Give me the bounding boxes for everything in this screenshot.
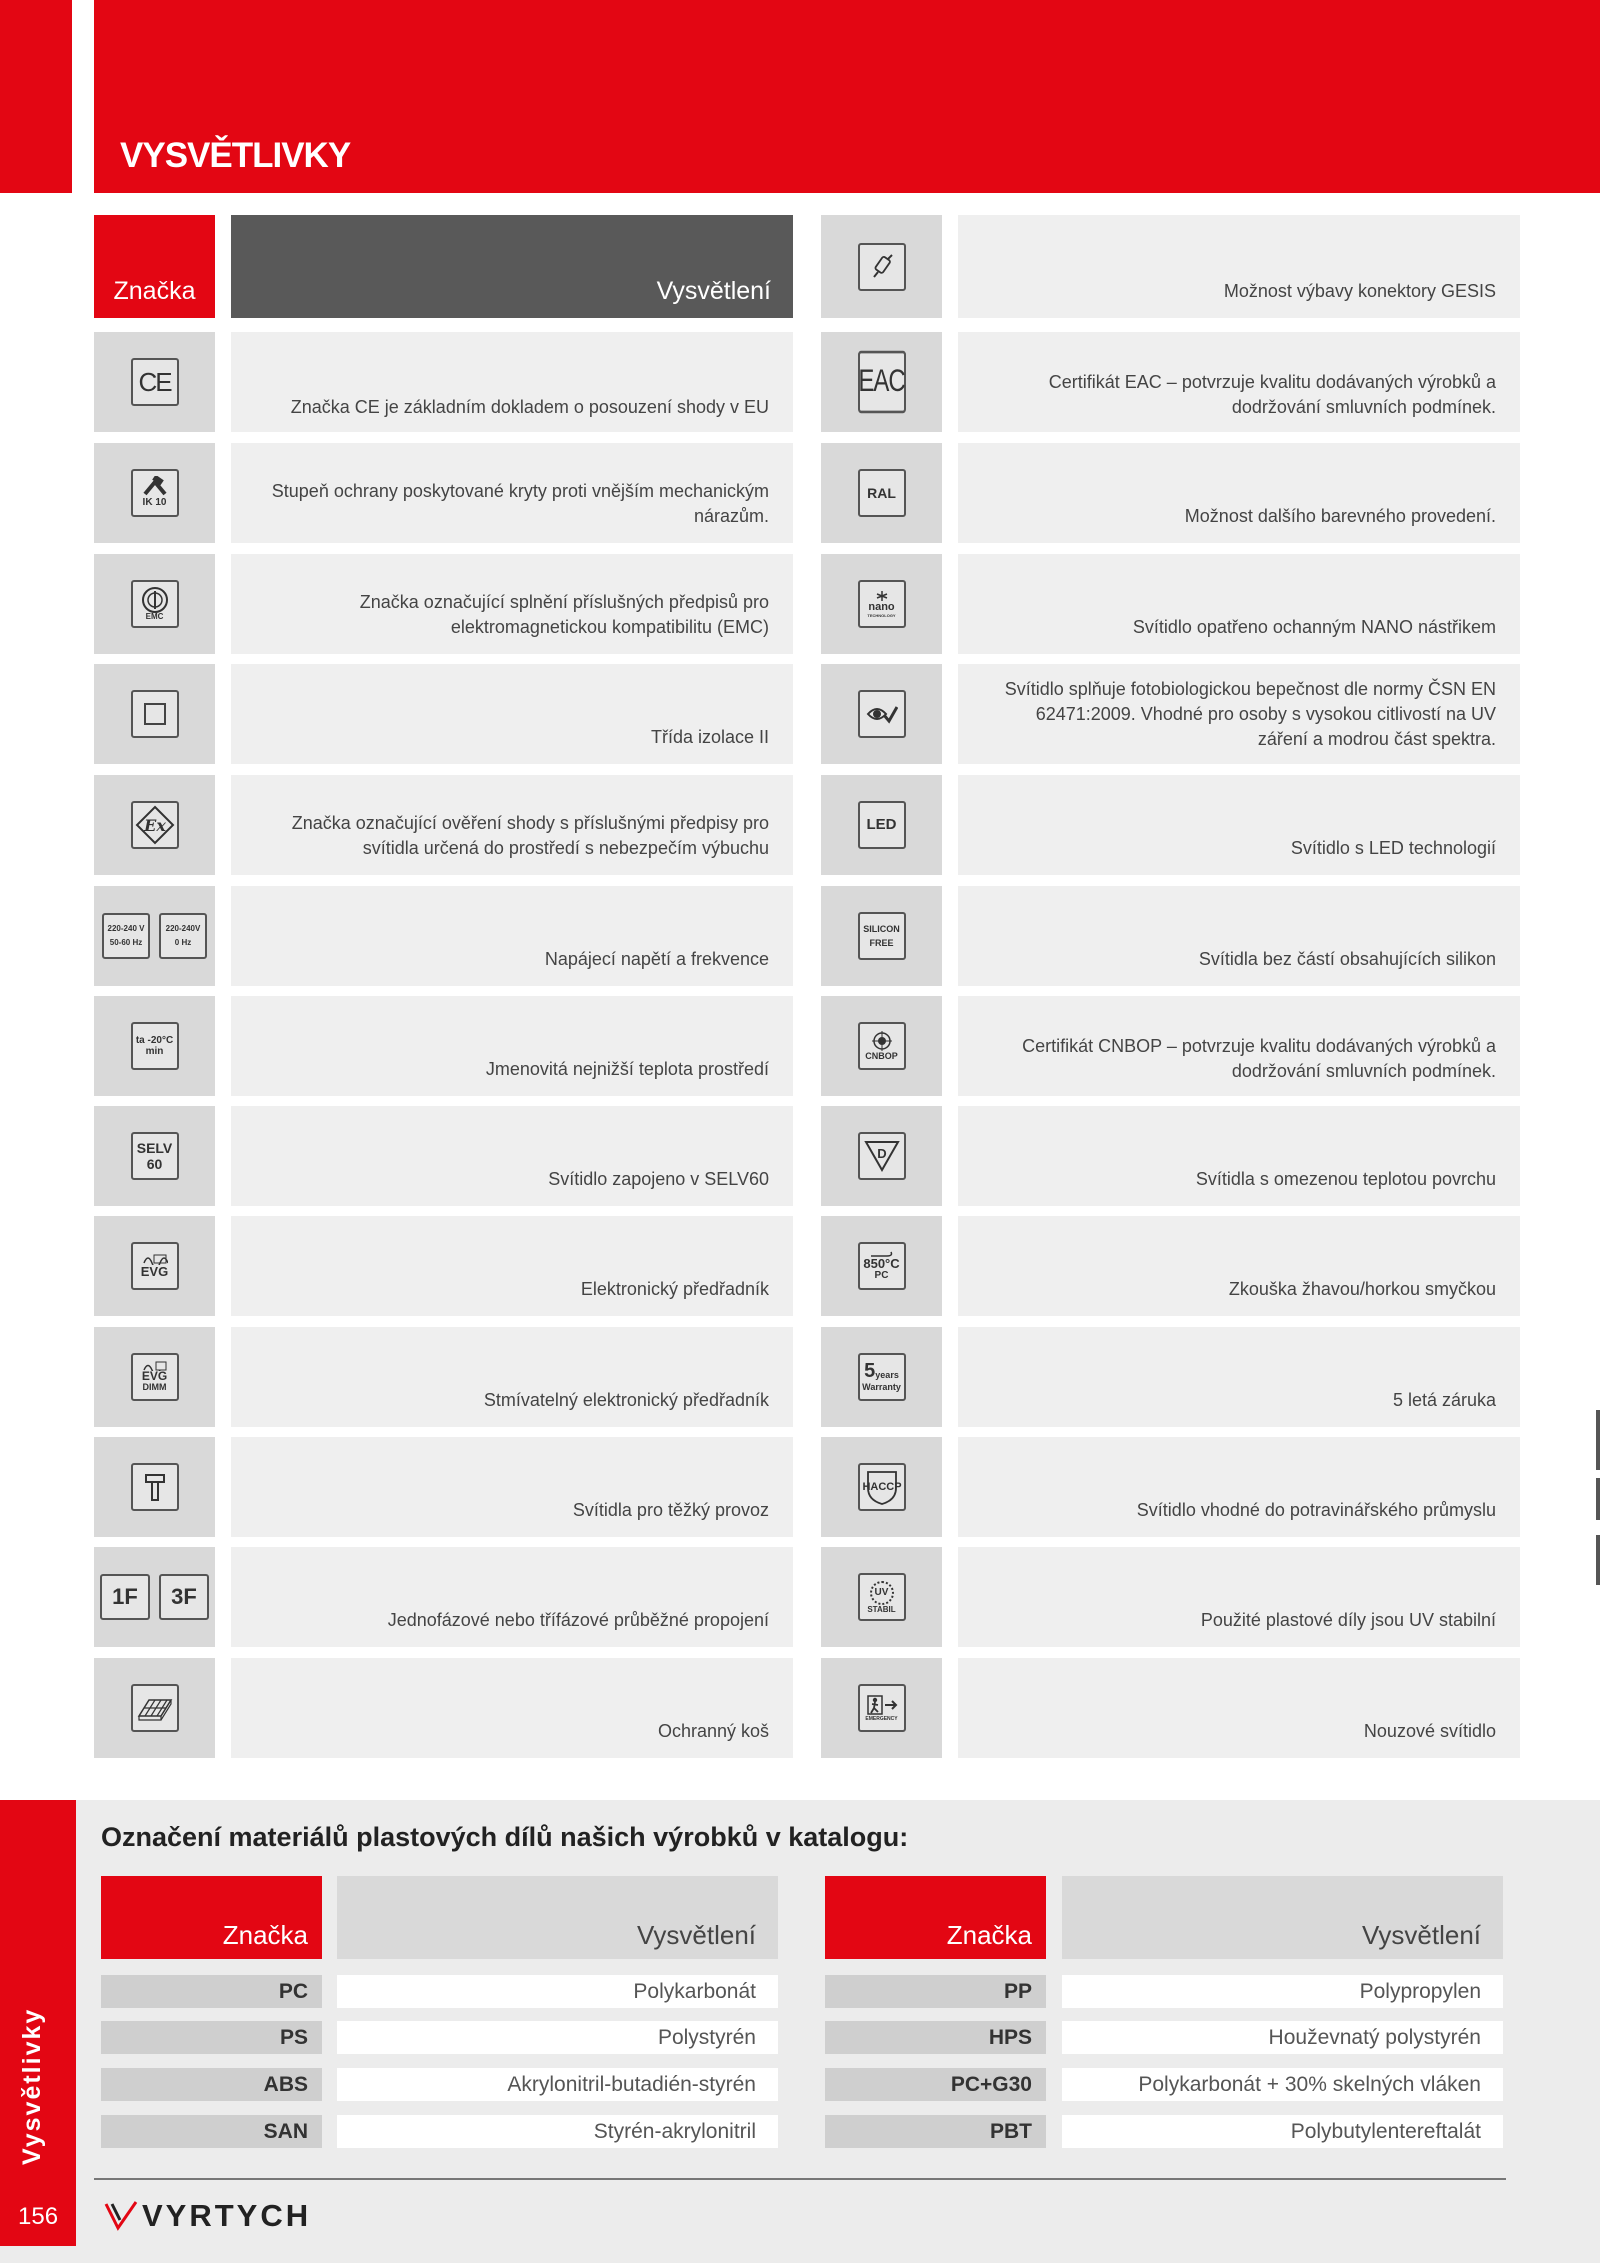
material-code: SAN [101, 2115, 322, 2148]
selv60-icon: SELV 60 [131, 1132, 179, 1180]
legend-text: Elektronický předřadník [231, 1216, 793, 1316]
material-name: Polystyrén [337, 2021, 778, 2054]
legend-text: Svítidlo splňuje fotobiologickou bepečnost dle normy ČSN EN 62471:2009. Vhodné pro osoby s vysokou citlivostí na UV záření a modrou část spektra. [958, 664, 1520, 764]
legend-text: Nouzové svítidlo [958, 1658, 1520, 1758]
min-temperature-icon: ta -20°C min [131, 1022, 179, 1070]
emc-icon: EMC [131, 580, 179, 628]
material-code: ABS [101, 2068, 322, 2101]
materials-header-mark-left: Značka [101, 1876, 322, 1959]
edge-mark [1596, 1410, 1600, 1470]
emergency-icon: EMERGENCY [858, 1684, 906, 1732]
legend-text: Stupeň ochrany poskytované kryty proti vnějším mechanickým nárazům. [231, 443, 793, 543]
legend-text: Možnost výbavy konektory GESIS [958, 215, 1520, 318]
warranty-icon: 5 years Warranty [858, 1353, 906, 1401]
ex-explosion-icon [131, 801, 179, 849]
gesis-connector-icon [858, 243, 906, 291]
ik10-hammer-icon: IK 10 [131, 469, 179, 517]
legend-header-explanation: Vysvětlení [231, 215, 793, 318]
legend-text: Svítidlo opatřeno ochanným NANO nástřikem [958, 554, 1520, 654]
legend-text: Možnost dalšího barevného provedení. [958, 443, 1520, 543]
footer-divider [94, 2178, 1506, 2180]
evg-icon: EVG [131, 1242, 179, 1290]
header-left-bar [0, 0, 72, 193]
photobiological-safety-icon [858, 690, 906, 738]
materials-header-explanation-left: Vysvětlení [337, 1876, 778, 1959]
legend-text: Zkouška žhavou/horkou smyčkou [958, 1216, 1520, 1316]
legend-text: 5 letá záruka [958, 1327, 1520, 1427]
legend-text: Stmívatelný elektronický předřadník [231, 1327, 793, 1427]
glow-wire-icon: 850°C PC [858, 1242, 906, 1290]
materials-header-mark-right: Značka [825, 1876, 1046, 1959]
insulation-class-ii-icon [131, 690, 179, 738]
page-title: VYSVĚTLIVKY [120, 136, 351, 175]
materials-title: Označení materiálů plastových dílů našich výrobků v katalogu: [101, 1822, 909, 1852]
legend-text: Použité plastové díly jsou UV stabilní [958, 1547, 1520, 1647]
silicon-free-icon: SILICON FREE [858, 912, 906, 960]
ce-mark-icon: CE [131, 358, 179, 406]
material-code: PBT [825, 2115, 1046, 2148]
legend-text: Svítidla bez částí obsahujících silikon [958, 886, 1520, 986]
edge-mark [1596, 1478, 1600, 1520]
legend-text: Značka označující ověření shody s příslušnými předpisy pro svítidla určená do prostředí s nebezpečím výbuchu [231, 775, 793, 875]
legend-text: Třída izolace II [231, 664, 793, 764]
legend-text: Certifikát EAC – potvrzuje kvalitu dodávaných výrobků a dodržování smluvních podmínek. [958, 332, 1520, 432]
legend-text: Svítidla s omezenou teplotou povrchu [958, 1106, 1520, 1206]
material-code: PS [101, 2021, 322, 2054]
materials-header-explanation-right: Vysvětlení [1062, 1876, 1503, 1959]
legend-text: Značka CE je základním dokladem o posouzení shody v EU [231, 332, 793, 432]
svg-text:D: D [876, 1146, 887, 1161]
material-name: Houževnatý polystyrén [1062, 2021, 1503, 2054]
page-number: 156 [18, 2203, 59, 2230]
material-code: HPS [825, 2021, 1046, 2054]
legend-text: Svítidlo s LED technologií [958, 775, 1520, 875]
limited-surface-temp-icon [858, 1132, 906, 1180]
legend-text: Napájecí napětí a frekvence [231, 886, 793, 986]
material-name: Styrén-akrylonitril [337, 2115, 778, 2148]
legend-text: Ochranný koš [231, 1658, 793, 1758]
edge-mark [1596, 1535, 1600, 1585]
evg-dimm-icon: EVG DIMM [131, 1353, 179, 1401]
material-name: Polykarbonát [337, 1975, 778, 2008]
legend-text: Svítidla pro těžký provoz [231, 1437, 793, 1537]
legend-text: Certifikát CNBOP – potvrzuje kvalitu dodávaných výrobků a dodržování smluvních podmínek. [958, 996, 1520, 1096]
legend-text: Značka označující splnění příslušných předpisů pro elektromagnetickou kompatibilitu (EMC) [231, 554, 793, 654]
legend-text: Jmenovitá nejnižší teplota prostředí [231, 996, 793, 1096]
side-tab-label: Vysvětlivky [18, 2007, 46, 2165]
uv-stabil-icon: UV STABIL [858, 1573, 906, 1621]
svg-text:HACCP: HACCP [861, 1481, 902, 1493]
protective-basket-icon [131, 1684, 179, 1732]
company-logo [104, 2198, 311, 2234]
logo-mark-icon [104, 2200, 138, 2232]
legend-header-mark: Značka [94, 215, 215, 318]
phase-connection-icon: 1F 3F [100, 1574, 209, 1620]
cnbop-icon: CNBOP [858, 1022, 906, 1070]
voltage-frequency-icon: 220-240 V 50-60 Hz 220-240V 0 Hz [102, 913, 207, 959]
legend-text: Svítidlo zapojeno v SELV60 [231, 1106, 793, 1206]
material-name: Polybutylentereftalát [1062, 2115, 1503, 2148]
material-code: PC+G30 [825, 2068, 1046, 2101]
heavy-duty-hammer-icon [131, 1463, 179, 1511]
eac-mark-icon: EAC [858, 351, 906, 413]
material-name: Akrylonitril-butadién-styrén [337, 2068, 778, 2101]
logo-text: VYRTYCH [142, 2198, 312, 2233]
legend-text: Svítidlo vhodné do potravinářského průmyslu [958, 1437, 1520, 1537]
led-icon: LED [858, 801, 906, 849]
material-code: PC [101, 1975, 322, 2008]
legend-text: Jednofázové nebo třífázové průběžné propojení [231, 1547, 793, 1647]
material-name: Polykarbonát + 30% skelných vláken [1062, 2068, 1503, 2101]
nano-coating-icon: nano TECHNOLOGY [858, 580, 906, 628]
material-code: PP [825, 1975, 1046, 2008]
haccp-icon [858, 1463, 906, 1511]
material-name: Polypropylen [1062, 1975, 1503, 2008]
svg-text:Ex: Ex [143, 816, 166, 835]
ral-color-icon: RAL [858, 469, 906, 517]
